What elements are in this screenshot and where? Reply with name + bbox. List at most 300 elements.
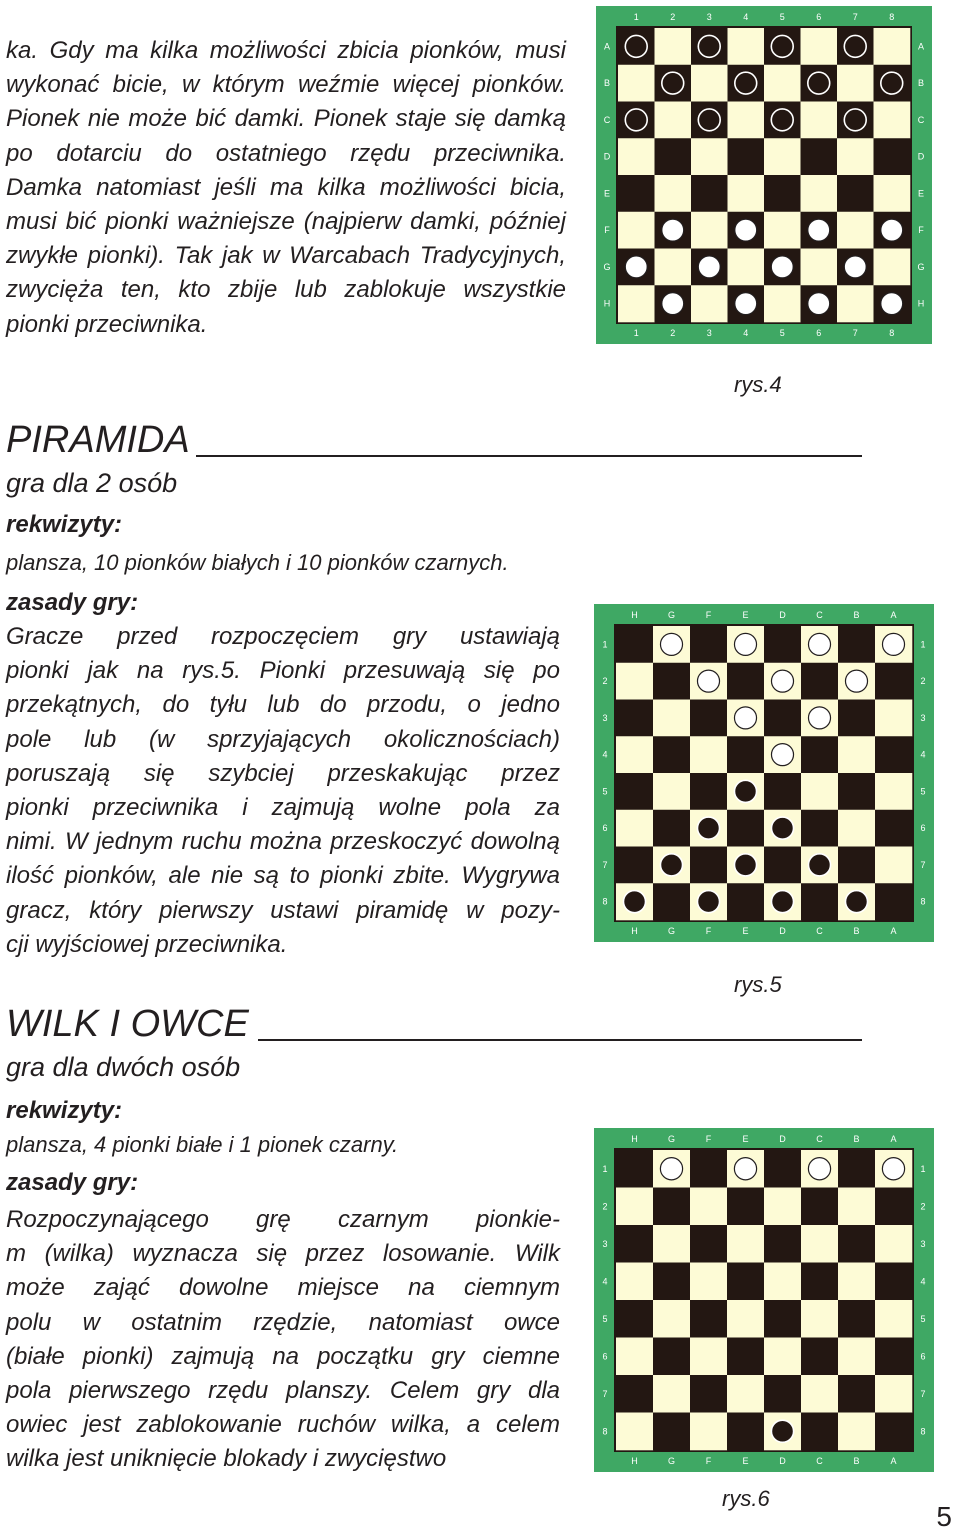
board-square — [653, 663, 690, 700]
pawn-white-piece — [734, 707, 756, 729]
pawn-outline-piece — [735, 72, 757, 94]
board-square — [764, 175, 801, 212]
pawn-outline-piece — [844, 109, 866, 131]
pawn-white-piece — [882, 633, 904, 655]
pawn-white-piece — [734, 633, 756, 655]
board-right-label: 3 — [920, 712, 926, 723]
board-square — [616, 1300, 653, 1338]
board-left-label: 6 — [602, 1351, 608, 1362]
pawn-outline-piece — [771, 817, 793, 839]
board-right-label: E — [917, 188, 925, 199]
board-left-label: B — [603, 78, 611, 89]
piramida-props-text: plansza, 10 pionków białych i 10 pionków czarnych. — [6, 550, 509, 575]
board-square — [838, 1413, 875, 1451]
board-square — [653, 773, 690, 810]
board-bottom-label: 1 — [633, 328, 639, 338]
piramida-rules — [6, 620, 560, 962]
board-svg — [594, 604, 934, 942]
board-bottom-label: A — [890, 926, 897, 936]
board-square — [801, 1188, 838, 1226]
board-rys5 — [594, 604, 934, 942]
board-square — [801, 1225, 838, 1263]
board-square — [727, 883, 764, 920]
pawn-outline-piece — [771, 109, 793, 131]
board-bottom-label: E — [742, 1456, 749, 1466]
board-top-label: 4 — [743, 12, 749, 22]
board-top-label: 2 — [670, 12, 676, 22]
pawn-white-piece — [771, 256, 793, 278]
board-left-label: 3 — [602, 1238, 608, 1249]
board-square — [764, 773, 801, 810]
pawn-white-piece — [881, 219, 903, 241]
board-square — [875, 773, 912, 810]
board-square — [764, 285, 801, 322]
piramida-rules-label: zasady gry: — [6, 589, 139, 616]
pawn-white-piece — [881, 293, 903, 315]
piramida-rules-line: ilość pionków, ale nie są to pionki zbite. Wygrywa — [6, 862, 560, 890]
piramida-title: PIRAMIDA — [6, 419, 190, 461]
board-square — [616, 700, 653, 737]
board-square — [691, 138, 728, 175]
board-bottom-label: G — [667, 1456, 676, 1466]
wilk-rules-line: m (wilka) wyznacza się przez losowanie. Wilk — [6, 1240, 560, 1268]
intro-line: pionki przeciwnika. — [6, 310, 208, 338]
board-right-label: B — [917, 78, 925, 89]
board-square — [653, 883, 690, 920]
intro-text — [6, 34, 566, 342]
board-bottom-label: G — [667, 926, 676, 936]
board-bottom-label: F — [705, 1456, 712, 1466]
board-right-label: 8 — [920, 1426, 926, 1437]
board-square — [653, 810, 690, 847]
pawn-white-piece — [844, 256, 866, 278]
board-square — [838, 1150, 875, 1188]
intro-line: Damka natomiast jeśli ma kilka możliwości bicia, — [6, 173, 566, 201]
board-square — [837, 212, 874, 249]
board-square — [801, 138, 838, 175]
board-square — [801, 102, 838, 139]
board-svg — [594, 1128, 934, 1472]
pawn-white-piece — [808, 1158, 830, 1180]
board-top-label: D — [779, 1134, 786, 1144]
pawn-outline-piece — [844, 35, 866, 57]
pawn-white-piece — [845, 670, 867, 692]
board-square — [875, 663, 912, 700]
board-square — [616, 626, 653, 663]
board-bottom-label: H — [631, 926, 638, 936]
board-top-label: 3 — [706, 12, 712, 22]
board-square — [838, 736, 875, 773]
board-square — [653, 1188, 690, 1226]
piramida-rules-line: pionki przeciwnika i zajmują wolne pola za — [6, 794, 560, 822]
board-top-label: F — [705, 1134, 712, 1144]
board-top-label: 8 — [889, 12, 895, 22]
board-square — [618, 212, 655, 249]
board-square — [690, 700, 727, 737]
board-left-label: 8 — [602, 896, 608, 907]
piramida-rules-line: przekątnych, do tyłu lub do przodu, o jedno — [6, 691, 560, 719]
board-square — [764, 1188, 801, 1226]
board-square — [616, 810, 653, 847]
board-bottom-label: D — [779, 1456, 786, 1466]
board-square — [874, 28, 911, 65]
board-square — [653, 1413, 690, 1451]
pawn-outline-piece — [734, 854, 756, 876]
board-square — [801, 810, 838, 847]
board-square — [616, 1413, 653, 1451]
pawn-outline-piece — [881, 72, 903, 94]
intro-paragraph — [6, 34, 566, 342]
board-square — [653, 1225, 690, 1263]
board-right-label: 2 — [920, 676, 926, 687]
board-square — [616, 773, 653, 810]
board-square — [653, 700, 690, 737]
board-right-label: 1 — [920, 639, 926, 650]
board-bottom-label: 2 — [670, 328, 676, 338]
board-left-label: F — [604, 225, 610, 236]
board-square — [764, 1263, 801, 1301]
wilk-rules — [6, 1203, 560, 1477]
wilk-rules-line: (białe pionki) zajmują na początku gry ciemne — [6, 1342, 560, 1370]
intro-line: zwykłe pionki). Tak jak w Warcabach Tradycyjnych, — [6, 242, 566, 270]
pawn-white-piece — [662, 293, 684, 315]
board-square — [728, 138, 765, 175]
piramida-rules-line: gracz, który pierwszy ustawi piramidę w pozy- — [6, 896, 560, 924]
wilk-props-text: plansza, 4 pionki białe i 1 pionek czarny. — [6, 1132, 399, 1157]
board-square — [764, 700, 801, 737]
pawn-outline-piece — [808, 854, 830, 876]
pawn-white-piece — [625, 256, 647, 278]
board-square — [801, 28, 838, 65]
pawn-white-piece — [660, 633, 682, 655]
board-square — [875, 700, 912, 737]
board-square — [764, 1225, 801, 1263]
board-square — [875, 1413, 912, 1451]
board-rys6 — [594, 1128, 934, 1472]
board-square — [691, 65, 728, 102]
board-bottom-label: C — [816, 1456, 823, 1466]
board-left-label: 5 — [602, 1313, 608, 1324]
board-square — [764, 65, 801, 102]
board-square — [691, 175, 728, 212]
board-square — [727, 810, 764, 847]
board-left-label: G — [603, 261, 611, 272]
board-square — [690, 847, 727, 884]
board-right-label: 7 — [920, 859, 926, 870]
board-top-label: H — [631, 1134, 638, 1144]
board-square — [691, 212, 728, 249]
board-square — [690, 1150, 727, 1188]
board-top-label: F — [705, 610, 712, 620]
caption-rys4: rys.4 — [734, 372, 782, 397]
pawn-white-piece — [698, 256, 720, 278]
board-square — [690, 1338, 727, 1376]
board-left-label: 7 — [602, 859, 608, 870]
pawn-white-piece — [808, 707, 830, 729]
board-square — [875, 1225, 912, 1263]
board-square — [801, 1413, 838, 1451]
wilk-rules-line: Rozpoczynającego grę czarnym pionkie- — [6, 1206, 560, 1233]
board-square — [618, 65, 655, 102]
pawn-outline-piece — [698, 109, 720, 131]
board-left-label: E — [603, 188, 611, 199]
board-square — [764, 626, 801, 663]
board-square — [653, 736, 690, 773]
pawn-outline-piece — [625, 109, 647, 131]
board-square — [616, 663, 653, 700]
board-square — [655, 249, 692, 286]
board-square — [727, 1375, 764, 1413]
pawn-white-piece — [808, 293, 830, 315]
board-square — [690, 1263, 727, 1301]
board-bottom-label: 6 — [816, 328, 822, 338]
board-square — [728, 249, 765, 286]
board-top-label: G — [667, 610, 676, 620]
board-right-label: 5 — [920, 786, 926, 797]
board-square — [690, 1375, 727, 1413]
board-square — [653, 1263, 690, 1301]
board-square — [837, 175, 874, 212]
piramida-rules-line: nimi. W jednym ruchu można przeskoczyć dowolną — [6, 828, 560, 856]
board-right-label: A — [917, 41, 925, 52]
board-right-label: 5 — [920, 1313, 926, 1324]
pawn-white-piece — [735, 293, 757, 315]
board-square — [801, 1375, 838, 1413]
board-square — [616, 1150, 653, 1188]
pawn-outline-piece — [697, 891, 719, 913]
board-right-label: 6 — [920, 1351, 926, 1362]
board-right-label: C — [917, 114, 925, 125]
board-top-label: 7 — [852, 12, 858, 22]
board-square — [727, 1188, 764, 1226]
board-square — [764, 1375, 801, 1413]
board-square — [838, 847, 875, 884]
board-square — [875, 1300, 912, 1338]
board-left-label: C — [603, 114, 611, 125]
board-bottom-label: 3 — [706, 328, 712, 338]
board-square — [690, 1188, 727, 1226]
board-square — [801, 773, 838, 810]
board-right-label: G — [917, 261, 925, 272]
board-square — [727, 1413, 764, 1451]
board-left-label: D — [603, 151, 611, 162]
piramida-rules-line: pole lub (w sprzyjających okolicznościach) — [6, 725, 560, 753]
board-bottom-label: 4 — [743, 328, 749, 338]
board-square — [616, 1375, 653, 1413]
board-bottom-label: A — [890, 1456, 897, 1466]
board-square — [616, 1188, 653, 1226]
board-square — [764, 847, 801, 884]
pawn-outline-piece — [734, 780, 756, 802]
board-bottom-label: B — [853, 926, 860, 936]
board-square — [838, 810, 875, 847]
board-right-label: 8 — [920, 896, 926, 907]
board-square — [801, 249, 838, 286]
board-square — [801, 1263, 838, 1301]
intro-line: musi bić pionki ważniejsze (najpierw damki, później — [6, 208, 566, 236]
pawn-white-piece — [660, 1158, 682, 1180]
board-right-label: 1 — [920, 1163, 926, 1174]
wilk-rules-line: może zająć dowolne miejsce na ciemnym — [6, 1274, 560, 1302]
board-square — [838, 773, 875, 810]
board-left-label: 3 — [602, 712, 608, 723]
piramida-title-rule — [196, 455, 862, 457]
pawn-white-piece — [735, 219, 757, 241]
board-square — [655, 102, 692, 139]
board-bottom-label: B — [853, 1456, 860, 1466]
board-top-label: E — [742, 1134, 749, 1144]
wilk-rules-line: wilka jest uniknięcie blokady i zwycięstwo — [6, 1445, 447, 1473]
board-square — [801, 663, 838, 700]
board-top-label: A — [890, 610, 897, 620]
board-square — [616, 1338, 653, 1376]
board-square — [801, 883, 838, 920]
board-bottom-label: 7 — [852, 328, 858, 338]
board-square — [875, 883, 912, 920]
board-square — [875, 1188, 912, 1226]
board-square — [728, 102, 765, 139]
board-right-label: F — [918, 225, 924, 236]
board-square — [764, 138, 801, 175]
pawn-outline-piece — [808, 72, 830, 94]
page-number: 5 — [936, 1501, 952, 1532]
board-square — [727, 1300, 764, 1338]
board-square — [838, 1338, 875, 1376]
board-square — [690, 773, 727, 810]
board-square — [616, 1263, 653, 1301]
board-left-label: 1 — [602, 1163, 608, 1174]
board-square — [727, 1338, 764, 1376]
board-square — [690, 626, 727, 663]
wilk-title-rule — [258, 1039, 862, 1041]
board-square — [838, 1375, 875, 1413]
board-square — [801, 1338, 838, 1376]
board-bottom-label: C — [816, 926, 823, 936]
board-square — [764, 1150, 801, 1188]
board-square — [727, 663, 764, 700]
board-square — [875, 1263, 912, 1301]
board-top-label: 5 — [779, 12, 785, 22]
wilk-rules-line: pola pierwszego rzędu planszy. Celem gry dla — [6, 1377, 560, 1405]
board-square — [837, 285, 874, 322]
wilk-rules-text — [6, 1203, 560, 1477]
board-square — [801, 736, 838, 773]
board-square — [690, 1300, 727, 1338]
piramida-rules-line: cji wyjściowej przeciwnika. — [6, 930, 288, 958]
pawn-outline-piece — [625, 35, 647, 57]
board-top-label: B — [853, 610, 860, 620]
board-square — [875, 847, 912, 884]
board-rys4 — [596, 6, 932, 344]
wilk-rules-label: zasady gry: — [6, 1169, 139, 1196]
pawn-outline-piece — [697, 817, 719, 839]
pawn-outline-piece — [660, 854, 682, 876]
caption-rys5: rys.5 — [734, 972, 782, 997]
board-bottom-label: 8 — [889, 328, 895, 338]
board-right-label: 7 — [920, 1388, 926, 1399]
board-top-label: A — [890, 1134, 897, 1144]
board-left-label: 7 — [602, 1388, 608, 1399]
board-square — [838, 1300, 875, 1338]
piramida-props-label: rekwizyty: — [6, 511, 123, 538]
intro-line: Pionek nie może bić damki. Pionek staje się damką — [6, 105, 566, 133]
board-right-label: 2 — [920, 1201, 926, 1212]
board-square — [875, 810, 912, 847]
board-left-label: 4 — [602, 749, 608, 760]
board-square — [838, 700, 875, 737]
piramida-rules-text — [6, 620, 560, 962]
board-square — [874, 138, 911, 175]
board-square — [838, 626, 875, 663]
pawn-outline-piece — [698, 35, 720, 57]
board-top-label: C — [816, 1134, 823, 1144]
board-square — [618, 138, 655, 175]
pawn-white-piece — [882, 1158, 904, 1180]
piramida-rules-line: Gracze przed rozpoczęciem gry ustawiają — [6, 623, 560, 650]
board-square — [801, 175, 838, 212]
board-square — [837, 65, 874, 102]
board-square — [690, 1225, 727, 1263]
board-right-label: H — [917, 298, 925, 309]
piramida-rules-line: pionki jak na rys.5. Pionki przesuwają się po — [6, 657, 560, 685]
board-bottom-label: D — [779, 926, 786, 936]
board-square — [727, 1263, 764, 1301]
board-square — [764, 1300, 801, 1338]
board-svg — [596, 6, 932, 344]
board-top-label: B — [853, 1134, 860, 1144]
pawn-white-piece — [771, 670, 793, 692]
intro-line: zwycięża ten, kto zbije lub zablokuje wszystkie — [6, 276, 566, 304]
board-right-label: D — [917, 151, 925, 162]
board-right-label: 4 — [920, 1276, 926, 1287]
board-square — [655, 175, 692, 212]
intro-line: ka. Gdy ma kilka możliwości zbicia pionków, musi — [6, 37, 566, 64]
wilk-rules-line: polu w ostatnim rzędzie, natomiast owce — [6, 1308, 560, 1336]
pawn-white-piece — [808, 219, 830, 241]
board-square — [690, 736, 727, 773]
board-square — [838, 1263, 875, 1301]
board-left-label: 5 — [602, 786, 608, 797]
intro-line: po dotarciu do ostatniego rzędu przeciwnika. — [6, 139, 566, 167]
board-square — [655, 138, 692, 175]
board-left-label: 1 — [602, 639, 608, 650]
board-square — [618, 175, 655, 212]
board-bottom-label: E — [742, 926, 749, 936]
board-left-label: 2 — [602, 676, 608, 687]
board-left-label: A — [603, 41, 611, 52]
board-left-label: 2 — [602, 1201, 608, 1212]
board-square — [874, 249, 911, 286]
board-top-label: 1 — [633, 12, 639, 22]
board-square — [653, 1300, 690, 1338]
wilk-title: WILK I OWCE — [6, 1003, 249, 1045]
board-square — [875, 1375, 912, 1413]
pawn-outline-piece — [771, 35, 793, 57]
board-square — [653, 1338, 690, 1376]
board-square — [764, 1338, 801, 1376]
board-square — [838, 1225, 875, 1263]
wilk-rules-line: owiec jest zablokowanie ruchów wilka, a celem — [6, 1411, 560, 1439]
board-square — [690, 1413, 727, 1451]
board-square — [801, 1300, 838, 1338]
board-square — [837, 138, 874, 175]
board-square — [655, 28, 692, 65]
board-left-label: 8 — [602, 1426, 608, 1437]
board-square — [616, 1225, 653, 1263]
pawn-outline-piece — [771, 1420, 793, 1442]
pawn-outline-piece — [771, 891, 793, 913]
wilk-props-label: rekwizyty: — [6, 1097, 123, 1124]
